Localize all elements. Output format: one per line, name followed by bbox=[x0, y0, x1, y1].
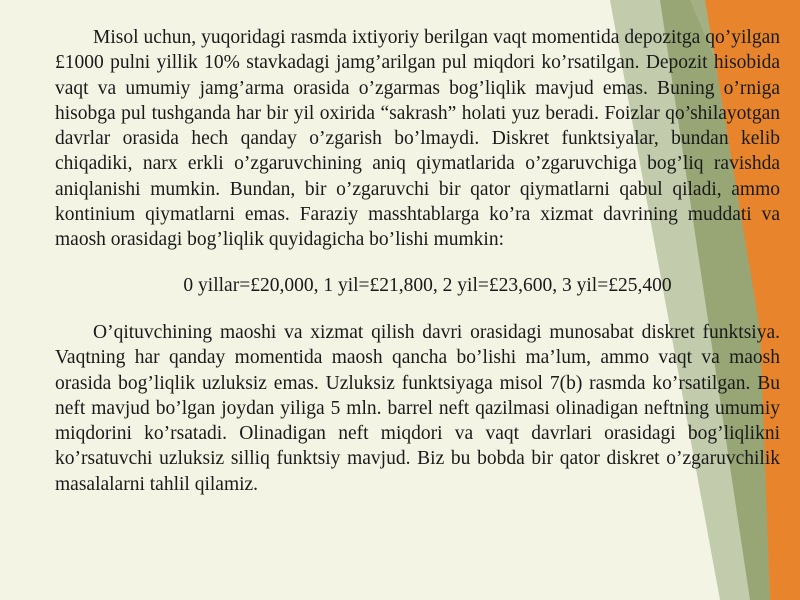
paragraph-2: O’qituvchining maoshi va xizmat qilish davri orasidagi munosabat diskret funktsiya. Vaqtning har qanday momentida maosh qancha bo’lishi ma’lum, ammo vaqt va maosh orasida bog’liqlik uzluksiz emas. Uzluksiz funktsiyaga misol 7(b) rasmda ko’rsatilgan. Bu neft mavjud bo’lgan joydan yiliga 5 mln. barrel neft qazilmasi olinadigan neftning umumiy miqdorini ko’rsatadi. Olinadigan neft miqdori va vaqt davrlari orasidagi bog’liqlikni ko’rsatuvchi uzluksiz silliq funktsiy mavjud. Biz bu bobda bir qator diskret o’zgaruvchilik masalalarni tahlil qilamiz. bbox=[55, 321, 780, 495]
salary-formula: 0 yillar=£20,000, 1 yil=£21,800, 2 yil=£23,600, 3 yil=£25,400 bbox=[183, 274, 672, 296]
paragraph-1: Misol uchun, yuqoridagi rasmda ixtiyoriy berilgan vaqt momentida depozitga qo’yilgan £1000 pulni yillik 10% stavkadagi jamg’arilgan pul miqdori ko’rsatilgan. Depozit hisobida vaqt va umumiy jamg’arma orasida o’zgarmas bog’liqlik mavjud emas. Buning o’rniga hisobga pul tushganda har bir yil oxirida “sakrash” holati yuz beradi. Foizlar qo’shilayotgan davrlar orasida hech qanday o’zgarish bo’lmaydi. Diskret funktsiyalar, bundan kelib chiqadiki, narx erkli o’zgaruvchining aniq qiymatlarida o’zgaruvchiga bog’liq ravishda aniqlanishi mumkin. Bundan, bir o’zgaruvchi bir qator qiymatlarni qabul qiladi, ammo kontinium qiymatlarni emas. Faraziy masshtablarga ko’ra xizmat davrining muddati va maosh orasidagi bog’liqlik quyidagicha bo’lishi mumkin: bbox=[55, 27, 780, 251]
text-content bbox=[55, 25, 780, 497]
